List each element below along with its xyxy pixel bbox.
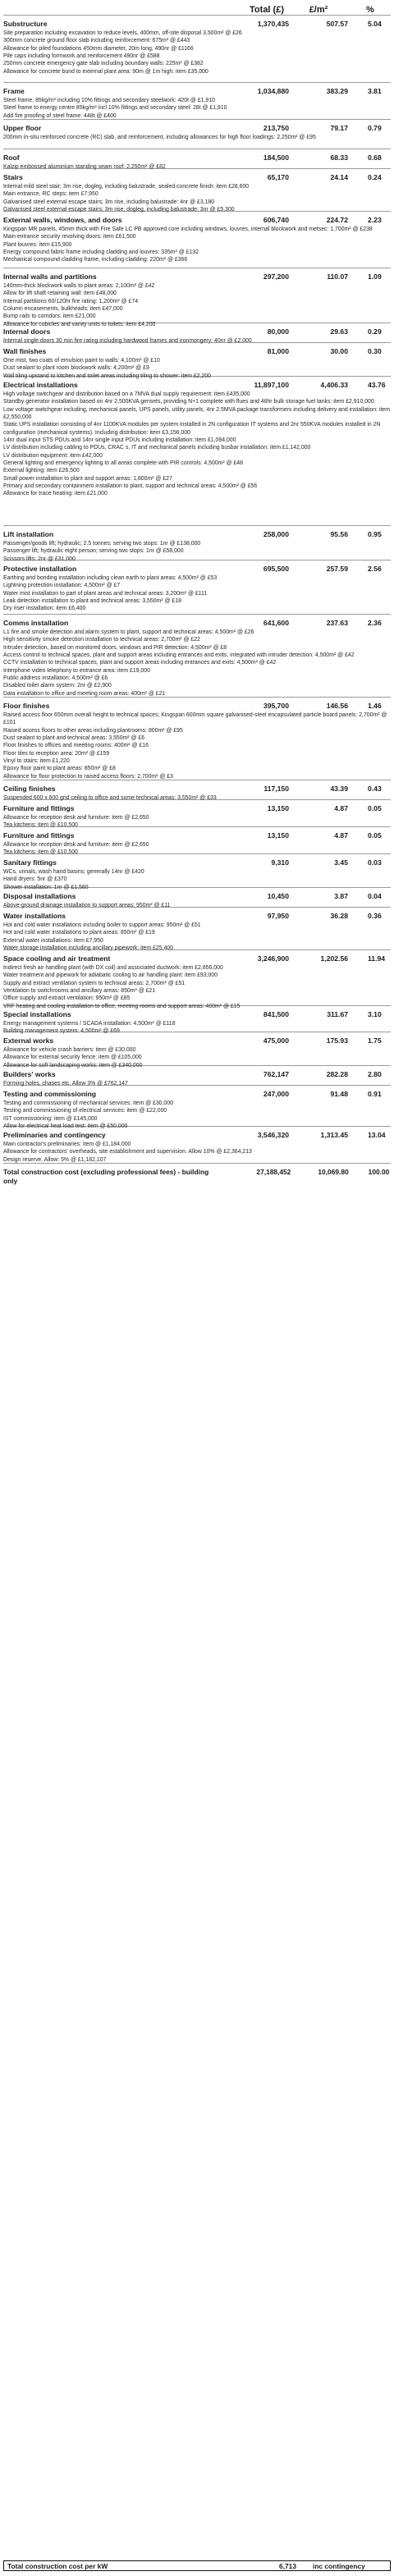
total-row [3,1168,391,1185]
line-item: Allowance for external security fence: item @ £105,000 [3,1055,142,1061]
line-item: Raised access floors to other areas including plantrooms: 800m² @ £95 [3,727,183,734]
section-pct: 0.30 [368,347,382,355]
section-heading-row [3,1036,391,1045]
section-total: 3,246,900 [257,954,289,963]
line-item: Wall tiling upstand to kitchen and toilet areas including tiling to shower: item £2,200 [3,373,211,379]
section-name: Furniture and fittings [3,831,75,840]
line-item: LV distribution equipment: item £42,000 [3,452,103,459]
line-item: 14nr dual input STS PDUs and 14nr single input PDUs including installation: item £1,094,000 [3,437,236,444]
cost-per-kw-box [3,2560,391,2571]
section-pct: 3.81 [368,87,382,95]
line-item: Building management system: 4,500m² @ £69 [3,1028,120,1035]
section-name: Floor finishes [3,702,50,710]
line-item: Kingspan MR panels, 45mm thick with Fire Safe LC PB approved core including windows, louvres, internal blockwork and metsec: 1,700m² @ £238 [3,226,373,232]
line-item: Floor tiles to reception area: 20m² @ £159 [3,750,110,757]
section-name: External walls, windows, and doors [3,216,122,224]
section-heading-row [3,173,391,182]
section-rate: 91.48 [330,1090,348,1098]
section-name: Electrical installations [3,381,78,389]
section-pct: 3.10 [368,1010,382,1018]
line-item: 200mm in-situ reinforced concrete (RC) slab, and reinforcement, including allowances for high floor loadings: 2,250m² @ £95 [3,135,316,140]
line-item: Dry riser installation: item £6,400 [3,606,86,612]
section-rate: 257.59 [326,565,348,573]
line-item: CCTV installation to technical spaces, plant and support areas including entrances and exits: 4,500m² @ £42 [3,660,277,666]
line-item: High voltage switchgear and distribution based on a 7MVA dual supply requirement: item £435,000 [3,391,250,397]
line-item: Interphone video telephony to entrance area: item £19,000 [3,667,150,674]
section-name: Frame [3,87,25,95]
total-rate: 10,069.80 [318,1168,349,1176]
section-total: 841,500 [263,1010,289,1018]
section-heading-row [3,1090,391,1099]
section-total: 11,897,100 [254,381,289,389]
section-pct: 0.91 [368,1090,382,1098]
section-pct: 0.79 [368,124,382,132]
section-name: Builders' works [3,1070,56,1078]
line-item: Allowance for vehicle crash barriers: item @ £30,000 [3,1047,136,1053]
cost-section [3,1126,391,1163]
section-pct: 11.94 [368,954,386,963]
line-item: Allow for lift shaft retaining wall: item £48,000 [3,291,117,297]
section-name: Stairs [3,173,23,181]
section-pct: 43.76 [368,381,386,389]
section-pct: 5.04 [368,20,382,28]
cost-section [3,614,391,697]
line-item: Scissors lifts: 2nr @ £31,000 [3,556,76,562]
section-line-items [3,1141,391,1164]
line-item: Access control to technical spaces, plant and support areas including entrances and exits, integrated with intruder detection: 4,500m² @ £42 [3,652,355,659]
line-item: Allowance for reception desk and furniture: item @ £2,650 [3,815,149,821]
line-item: VRF heating and cooling installation to office, meeting rooms and support areas: 400m² @ £15 [3,1003,241,1009]
cost-section [3,907,391,952]
line-item: L1 fire and smoke detection and alarm system to plant, support and technical areas: 4,500m² @ £26 [3,629,254,635]
line-item: Allowance for trace heating: item £21,000 [3,491,108,497]
section-total: 65,170 [267,173,289,181]
line-item: Hot and cold water installations including boiler to support areas: 950m² @ £51 [3,922,201,928]
cost-section [3,853,391,890]
section-total: 297,200 [263,272,289,281]
section-pct: 2.36 [368,619,382,627]
section-rate: 29.63 [330,327,348,336]
line-item: Allowance for floor protection to raised access floors: 2,700m² @ £3 [3,773,173,780]
section-heading-row [3,954,391,963]
cost-section [3,268,391,327]
section-rate: 3.87 [334,892,348,900]
line-item: Internal mild steel stair; 3m rise, dogleg, including balustrade, sealed concrete finish: item £28,600 [3,184,250,190]
section-line-items [3,391,391,498]
section-pct: 0.24 [368,173,382,181]
line-item: Office supply and extract ventilation: 950m² @ £85 [3,995,131,1002]
section-line-items [3,964,391,1010]
line-item: Floor finishes to offices and meeting rooms: 400m² @ £16 [3,743,149,749]
section-rate: 4,406.33 [320,381,348,389]
line-item: Energy management systems / SCADA installation: 4,500m² @ £118 [3,1021,176,1027]
section-rate: 383.29 [326,87,348,95]
section-total: 475,000 [263,1036,289,1045]
line-item: Static UPS installation consisting of 4nr 1100KVA modules per system installed in 2N configuration IT systems and 2nr 550KVA modules installed in 2N configuration (mechanical systems). Including distribution: item £3,156,000 [3,422,381,436]
section-rate: 79.17 [330,124,348,132]
line-item: Add fire proofing of steel frame: 448t @ £400 [3,112,117,119]
line-item: Allowance for reception desk and furniture: item @ £2,650 [3,842,149,848]
line-item: Epoxy floor paint to plant areas: 850m² @ £8 [3,766,116,772]
line-item: Disabled toilet alarm system: 2nr @ £2,900 [3,683,112,689]
line-item: Allowance for cubicles and vanity units to toilets: item £4,200 [3,321,156,327]
section-rate: 30.00 [330,347,348,355]
cost-section [3,15,391,82]
kw-value: 6,713 [279,2561,296,2570]
line-item: Pile caps including formwork and reinforcement 490nr @ £588 [3,53,160,60]
line-item: Tea kitchens: item @ £10,500 [3,849,78,856]
line-item: 140mm-thick blockwork walls to plant areas: 2,100m² @ £42 [3,283,155,289]
line-item: Design reserve. Allow: 5% @ £1,182,107 [3,1156,107,1163]
section-rate: 110.07 [327,272,348,281]
line-item: Intruder detection, based on monitored doors, windows and PIR detection: 4,500m² @ £8 [3,644,227,651]
section-pct: 0.04 [368,892,382,900]
table-header [3,3,391,15]
section-heading-row [3,124,391,133]
section-total: 247,000 [263,1090,289,1098]
section-heading-row [3,565,391,574]
header-total: Total (£) [250,5,284,15]
line-item: Ventilation to switchrooms and ancillary areas: 850m² @ £21 [3,988,156,995]
total-label: Total construction cost (excluding professional fees) - building only [3,1168,209,1185]
line-item: Standby generator installation based on 4nr 2,500KVA gensets, providing N+1 complete with flues and 48hr bulk storage fuel tanks: item £2,910,000 [3,399,374,405]
section-rate: 507.57 [326,20,348,28]
section-total: 258,000 [263,530,289,538]
section-line-items [3,922,391,952]
section-name: Internal doors [3,327,51,336]
line-item: Main contractor's preliminaries: item @ £1,184,000 [3,1142,131,1147]
section-total: 117,150 [263,785,289,793]
section-rate: 43.39 [330,785,348,793]
section-rate: 237.63 [326,619,348,627]
line-item: Earthing and bonding installation including clean earth to plant areas: 4,500m² @ £53 [3,575,218,581]
section-total: 81,000 [267,347,289,355]
line-item: Allow for electrical heat load test: item @ £50,000 [3,1123,128,1130]
section-total: 97,950 [267,912,289,920]
section-name: Water installations [3,912,66,920]
line-item: Passenger lift; hydraulic eight person; serving two stops: 1nr @ £58,000 [3,548,184,555]
cost-section [3,525,391,560]
section-heading-row [3,619,391,628]
line-item: Shower installation: 1nr @ £1,580 [3,884,89,890]
section-heading-row [3,272,391,281]
section-pct: 0.68 [368,153,382,162]
section-heading-row [3,530,391,539]
line-item: Site preparation including excavation to reduce levels, 400mm, off-site disposal 3,500m² @ £26 [3,30,242,36]
line-item: Water treatment and pipework for adiabatic cooling to air handling plant: item £93,000 [3,972,218,979]
line-item: Small power installation to plant and support areas: 1,800m² @ £27 [3,475,172,482]
section-name: Comms installation [3,619,69,627]
cost-section [3,799,391,829]
section-name: Substructure [3,20,48,28]
section-name: Roof [3,153,20,162]
section-pct: 0.05 [368,831,382,840]
section-pct: 1.09 [368,272,382,281]
section-line-items [3,97,391,120]
section-rate: 224.72 [326,216,348,224]
cost-section [3,168,391,211]
line-item: Water mist installation to part of plant areas and technical areas: 3,200m² @ £111 [3,590,208,597]
section-line-items [3,183,391,213]
section-heading-row [3,912,391,921]
section-name: Space cooling and air treatment [3,954,111,963]
kw-label: Total construction cost per kW [7,2561,108,2570]
section-rate: 95.56 [330,530,348,538]
section-pct: 0.36 [368,912,382,920]
line-item: Hot and cold water installations to plant areas: 850m² @ £19 [3,930,155,936]
header-rate: £/m² [309,5,328,15]
section-heading-row [3,785,391,794]
section-rate: 4.87 [334,831,348,840]
section-rate: 3.45 [334,858,348,867]
cost-section [3,560,391,614]
section-line-items [3,134,391,141]
cost-section [3,1032,391,1068]
section-total: 695,500 [263,565,289,573]
cost-section [3,697,391,780]
section-rate: 175.93 [326,1036,348,1045]
section-name: Special installations [3,1010,71,1018]
line-item: Allowance for contractors' overheads, site establishment and supervision. Allow 10% @ £2,364,213 [3,1149,252,1155]
section-heading-row [3,831,391,840]
line-item: External water installations: item £7,950 [3,937,103,944]
section-heading-row [3,381,391,390]
cost-section [3,376,391,525]
section-name: Protective installation [3,565,77,573]
section-line-items [3,30,391,75]
line-item: Primary and secondary containment installation to plant, support and technical areas: 4,500m² @ £56 [3,483,258,490]
section-total: 395,700 [263,702,289,710]
line-item: Above-ground drainage installation to support areas: 950m² @ £11 [3,903,171,908]
line-item: Suspended 600 x 600 grid ceiling to office and some technical areas: 3,550m² @ £33 [3,795,217,801]
section-pct: 2.56 [368,565,382,573]
line-item: One mist, two coats of emulsion paint to walls: 4,100m² @ £10 [3,358,160,364]
section-pct: 2.80 [368,1070,382,1078]
total-section [3,1163,391,1185]
line-item: Main entrance security revolving doors: item £61,500 [3,234,136,240]
section-rate: 24.14 [330,173,348,181]
line-item: Mechanical compound cladding frame, including cladding: 220m² @ £366 [3,257,188,263]
section-total: 3,546,320 [257,1131,289,1139]
section-pct: 2.23 [368,216,382,224]
cost-section [3,82,391,119]
section-pct: 0.29 [368,327,382,336]
section-name: Testing and commissioning [3,1090,97,1098]
section-total: 184,500 [263,153,289,162]
section-rate: 146.56 [326,702,348,710]
section-name: Wall finishes [3,347,47,355]
line-item: High sensitivity smoke detection installation to technical areas: 2,700m² @ £22 [3,637,200,643]
section-heading-row [3,87,391,96]
line-item: LV distribution including cabling to PDUs, CRAC s, IT and mechanical panels including busbar installation: item £1,142,000 [3,445,311,451]
line-item: Allowance for soft landscaping works: item @ £340,000 [3,1062,143,1068]
section-total: 10,450 [267,892,289,900]
section-pct: 0.05 [368,804,382,812]
line-item: Testing and commissioning of mechanical services: item @ £30,000 [3,1100,173,1106]
section-heading-row [3,216,391,225]
cost-section [3,149,391,168]
line-item: Data installation to office and meeting room areas: 400m² @ £21 [3,690,166,697]
section-total: 13,150 [267,831,289,840]
line-item: Internal single doors 30 min fire rating including hardwood frames and ironmongery: 40nr @ £2,000 [3,338,252,344]
section-line-items [3,226,391,264]
section-heading-row [3,20,391,29]
line-item: Forming holes, chases etc. Allow 3% @ £762,147 [3,1081,128,1087]
section-rate: 4.87 [334,804,348,812]
section-heading-row [3,1010,391,1019]
line-item: Lightning protection installation: 4,500m² @ £7 [3,583,121,589]
section-total: 762,147 [263,1070,289,1078]
section-heading-row [3,153,391,162]
line-item: Vinyl to stairs: item £1,220 [3,758,70,765]
line-item: Allowance for piled foundations 450mm diameter, 20m long, 490nr @ £1166 [3,45,194,52]
line-item: Leak detection installation to plant and technical areas: 3,550m² @ £18 [3,598,181,605]
line-item: Steel frame to energy centre 85kg/m² incl 10% fittings and secondary steel: 28t @ £1,910 [3,105,227,112]
section-pct: 0.43 [368,785,382,793]
section-heading-row [3,347,391,356]
section-pct: 0.95 [368,530,382,538]
line-item: Water storage installation including ancillary pipework: item £25,400 [3,945,173,952]
cost-section [3,1085,391,1130]
section-pct: 1.75 [368,1036,382,1045]
line-item: Tea kitchens: item @ £10,500 [3,822,78,829]
line-item: External lighting: item £26,500 [3,468,80,474]
section-total: 1,370,435 [257,20,289,28]
section-total: 80,000 [267,327,289,336]
line-item: Hand dryers: 5nr @ £370 [3,876,67,883]
line-item: Indirect fresh air handling plant (with DX coil) and associated ductwork: item £2,856,000 [3,965,223,971]
cost-section [3,780,391,799]
line-item: IST commissioning: item @ £145,000 [3,1115,98,1122]
section-name: Sanitary fittings [3,858,57,867]
cost-section [3,826,391,856]
section-pct: 0.03 [368,858,382,867]
section-line-items [3,711,391,780]
line-item: Galvanised steel external escape stairs; 3m rise, including balustrade: 4nr @ £3,180 [3,199,215,205]
section-total: 9,310 [271,858,289,867]
section-heading-row [3,892,391,901]
line-item: Bump rails to corridors: item £21,000 [3,313,96,320]
section-name: External works [3,1036,54,1045]
line-item: Allowance for concrete bund to external plant area: 90m @ 1m high: item £35,000 [3,68,208,75]
line-item: Kalzip embossed aluminium standing seam roof: 2,250m² @ £82 [3,164,166,170]
line-item: Low voltage switchgear including, mechanical panels, UPS panels, utility panels, 4nr 2.5MVA package transformers including delivery and installation: item £2,550,000 [3,406,390,421]
cost-section [3,119,391,149]
line-item: Internal partitions 60/120hr fire rating: 1,200m² @ £74 [3,298,139,304]
line-item: Dust sealant to plant and technical areas: 3,550m² @ £6 [3,735,145,742]
total-value: 27,188,452 [256,1168,291,1176]
line-item: 300mm concrete ground floor slab including reinforcement: 675m² @ £443 [3,38,190,44]
section-name: Disposal installations [3,892,76,900]
section-line-items [3,629,391,698]
section-total: 606,740 [263,216,289,224]
cost-section [3,211,391,268]
section-line-items [3,574,391,613]
line-item: Main entrance, RC steps: item £7,950 [3,191,98,198]
line-item: Passenger/goods lift; hydraulic; 2.5 tonnes; serving two stops: 1nr @ £138,000 [3,541,201,547]
cost-sections [3,15,391,1163]
line-item: General lighting and emergency lighting to all areas complete with PIR controls: 4,500m² @ £48 [3,460,243,467]
line-item: Testing and commissioning of electrical services: item @ £22,000 [3,1108,167,1114]
line-item: 250mm concrete emergency gate slab including boundary walls: 225m² @ £382 [3,61,204,67]
section-heading-row [3,858,391,867]
section-total: 1,034,880 [257,87,289,95]
line-item: Galvanised steel external escape stairs; 3m rise, dogleg, including balustrade: 3nr @ £5,300 [3,207,235,213]
section-name: Upper floor [3,124,42,132]
line-item: Supply and extract ventilation system to technical areas: 2,700m² @ £51 [3,980,186,986]
line-item: Dust sealant to plant room blockwork walls: 4,200m² @ £9 [3,365,149,372]
section-name: Lift installation [3,530,54,538]
section-heading-row [3,327,391,336]
cost-section [3,949,391,1009]
section-rate: 68.33 [330,153,348,162]
section-rate: 311.67 [327,1010,348,1018]
section-name: Internal walls and partitions [3,272,97,281]
header-pct: % [366,5,374,15]
line-item: Plant louvres: item £15,900 [3,241,72,248]
line-item: Column encasements, bulkheads: item £47,000 [3,306,123,313]
section-pct: 13.04 [368,1131,386,1139]
section-total: 13,150 [267,804,289,812]
cost-section [3,342,391,379]
line-item: Energy compound fabric frame including cladding and louvres: 335m² @ £132 [3,249,199,256]
section-heading-row [3,1131,391,1140]
section-rate: 36.28 [330,912,348,920]
section-total: 213,750 [263,124,289,132]
section-rate: 282.28 [326,1070,348,1078]
section-name: Furniture and fittings [3,804,75,812]
section-heading-row [3,804,391,813]
section-rate: 1,202.56 [320,954,348,963]
line-item: Steel frame, 85kg/m² including 10% fittings and secondary steelwork: 420t @ £1,910 [3,98,215,103]
section-name: Ceiling finishes [3,785,56,793]
kw-note: inc contingency [313,2561,365,2570]
line-item: Public address installation: 4,500m² @ £6 [3,675,108,682]
total-pct: 100.00 [368,1168,390,1176]
section-name: Preliminaries and contingency [3,1131,106,1139]
line-item: Raised access floor 650mm overall height to technical spaces; Kingspan 600mm square galvanised-steel encapsulated particle board panels: 2,700m² @ £101 [3,712,387,726]
section-heading-row [3,702,391,711]
section-heading-row [3,1070,391,1079]
section-line-items [3,282,391,328]
section-rate: 1,313.45 [320,1131,348,1139]
section-pct: 1.46 [368,702,382,710]
line-item: WCs, urinals, wash hand basins; generally 14nr @ £420 [3,869,144,875]
section-total: 641,600 [263,619,289,627]
